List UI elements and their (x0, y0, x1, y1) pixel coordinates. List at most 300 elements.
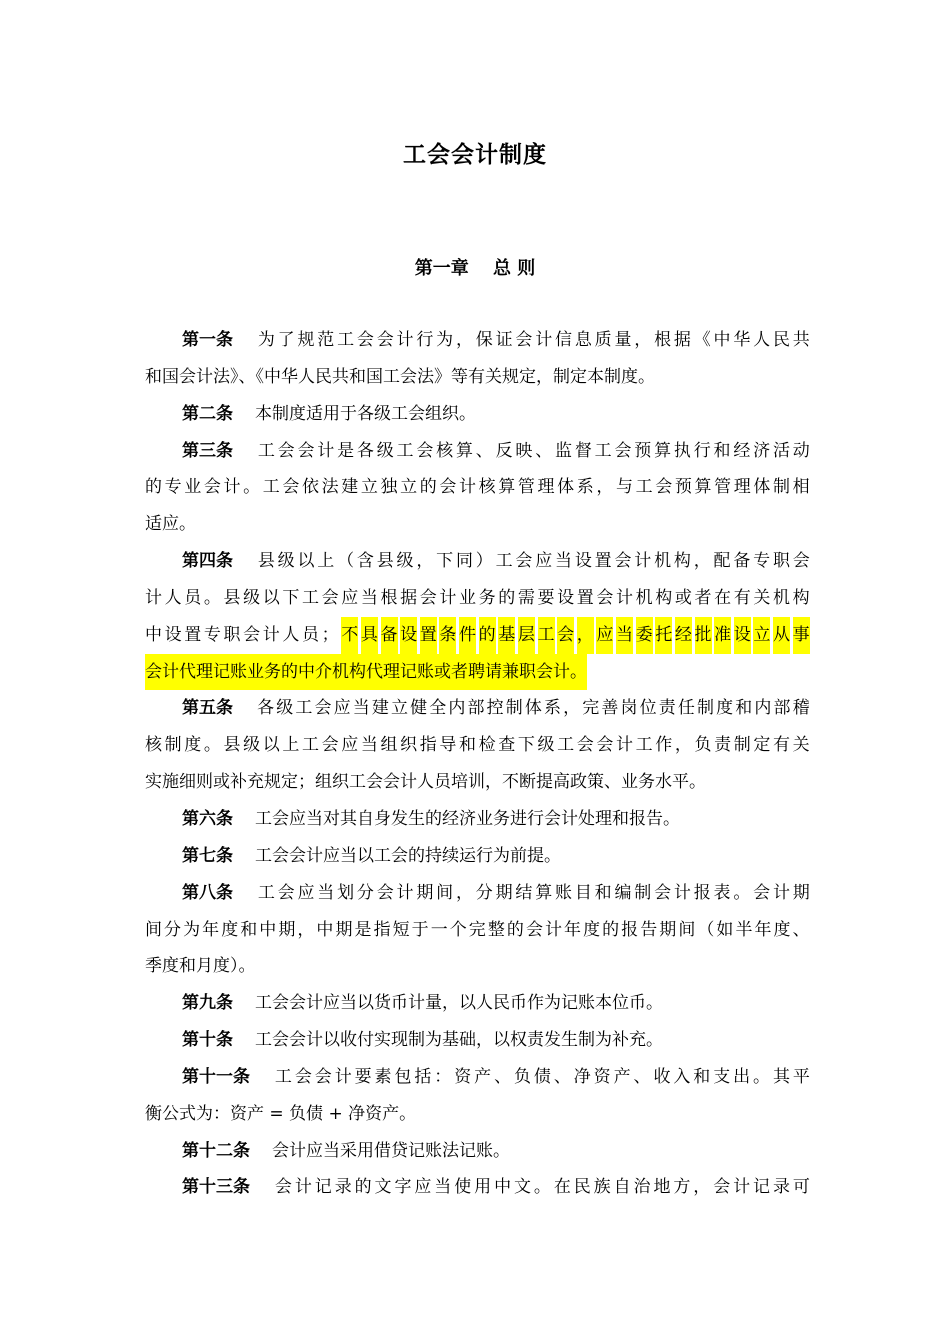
line-text-char: 务 (478, 587, 496, 608)
line-text-char: 会 (753, 882, 771, 903)
highlighted-text-char: 基 (498, 617, 515, 654)
line-text-char: 人 (282, 624, 300, 645)
line-text-char: 工 (262, 477, 280, 498)
line-text-char: 立 (400, 477, 418, 498)
line-text-char: 期 (792, 882, 810, 903)
line-text: 工会会计以收付实现制为基础，以权责发生制为补充。 (255, 1030, 663, 1051)
highlighted-text-char: 件 (459, 617, 476, 654)
line-text-char: 以 (297, 551, 315, 572)
line-text-char: 计 (396, 330, 414, 350)
line-text-char: （ (697, 919, 715, 940)
line-text-char: 应 (341, 587, 359, 608)
line-text-char: ， (693, 551, 711, 572)
line-text-char: 间 (145, 919, 162, 940)
line-text-char: 上 (317, 551, 335, 572)
line-text-char: 会 (321, 587, 339, 608)
line-text-char: 任 (677, 698, 695, 719)
line-text-char: 设 (164, 624, 182, 645)
line-text-char: 专 (753, 551, 771, 572)
line-text-char: 方 (673, 1177, 691, 1198)
line-text-char: 工 (337, 330, 355, 350)
line-text-char: 会 (297, 440, 315, 461)
line-text-char: 工 (295, 698, 313, 719)
highlighted-text: 会计代理记账业务的中介机构代理记账或者聘请兼职会计。 (145, 654, 587, 691)
line-text-char: 机 (773, 587, 790, 608)
line-text-char: 地 (653, 1177, 671, 1198)
line-text-char: 年 (202, 919, 220, 940)
line-text-char: 、 (494, 1066, 512, 1087)
line-text-char: 工 (396, 440, 414, 461)
line-text-char: 范 (317, 330, 335, 350)
line-text-char: ， (455, 882, 473, 903)
line-text-char: 当 (317, 882, 335, 903)
line-text: 工会会计应当以工会的持续运行为前提。 (255, 845, 561, 866)
line-text-char: 在 (714, 587, 732, 608)
line-text-char: 中 (145, 624, 162, 645)
line-text-char: 根 (654, 330, 672, 350)
line-text-char: 职 (772, 551, 790, 572)
line-text-char: 族 (593, 1177, 611, 1198)
line-text-char: 计 (673, 882, 691, 903)
line-text-char: 计 (145, 587, 162, 608)
line-text-char: 个 (449, 919, 467, 940)
line-text-char: 的 (602, 919, 620, 940)
line-text-char: 动 (792, 440, 810, 461)
highlighted-text-char: 设 (400, 617, 417, 654)
line-text-char: 计 (262, 624, 280, 645)
article-label: 第九条 (182, 993, 233, 1014)
text-line (145, 948, 810, 985)
text-line (145, 875, 810, 912)
line-text-char: 负 (513, 1066, 531, 1087)
line-text-char: 。 (733, 882, 751, 903)
line-text-char: 资 (454, 1066, 472, 1087)
line-text-char: 要 (354, 1066, 372, 1087)
line-text-char: 制 (164, 735, 182, 756)
line-text-char: 和 (594, 882, 612, 903)
line-text-char: 定 (753, 735, 771, 756)
line-text-char: 会 (515, 551, 533, 572)
highlighted-text-char: 层 (518, 617, 535, 654)
text-line (145, 1096, 810, 1133)
line-text-char: 民 (573, 1177, 591, 1198)
highlighted-text-char: 设 (734, 617, 751, 654)
line-text-char: 会 (596, 587, 614, 608)
article-label: 第二条 (182, 403, 233, 424)
line-text-char: 稽 (792, 698, 810, 719)
line-text-char: 制 (773, 477, 790, 498)
line-text-char: 保 (475, 330, 493, 350)
line-text-char: 人 (753, 330, 771, 350)
text-line (145, 1169, 810, 1206)
line-text-char: 录 (772, 1177, 790, 1198)
line-text-char: ， (596, 477, 614, 498)
line-text-char: 表 (713, 882, 731, 903)
line-text-char: 共 (792, 330, 810, 350)
line-text-char: 与 (616, 477, 633, 498)
line-text-char: 和 (459, 735, 476, 756)
line-text-char: 核 (478, 477, 496, 498)
line-text-char: 计 (616, 735, 633, 756)
line-text-char: 计 (535, 330, 553, 350)
line-text-char: 下 (436, 551, 454, 572)
line-text-char: 含 (356, 551, 374, 572)
line-text-char: 入 (673, 1066, 691, 1087)
line-text-char: 规 (297, 330, 315, 350)
line-text-char: 制 (733, 735, 751, 756)
line-text-char: 告 (640, 919, 658, 940)
line-text-char: 管 (714, 477, 732, 498)
line-text-char: （ (337, 551, 355, 572)
line-text-char: 间 (678, 919, 696, 940)
text-line (145, 764, 810, 801)
line-text-char: 当 (360, 735, 378, 756)
line-text-char: 根 (380, 587, 398, 608)
line-text-char: 完 (582, 698, 600, 719)
line-text-char: 会 (576, 735, 594, 756)
line-text-char: ， (674, 735, 692, 756)
line-text-char: 质 (594, 330, 612, 350)
article-label: 第十条 (182, 1030, 233, 1051)
text-line (145, 506, 810, 543)
line-text-char: 和 (693, 1066, 711, 1087)
line-text-char: 工 (257, 440, 275, 461)
line-text-char: 计 (634, 551, 652, 572)
line-text-char: 会 (321, 735, 339, 756)
line-text-char: 以 (262, 735, 280, 756)
text-line (145, 727, 810, 764)
line-text-char: 需 (517, 587, 535, 608)
line-text-char: 分 (356, 882, 374, 903)
line-text-char: 分 (475, 882, 493, 903)
text-line (145, 543, 810, 580)
line-text-char: 年 (754, 919, 772, 940)
line-text-char: 会 (596, 735, 614, 756)
line-text-char: 制 (697, 698, 714, 719)
line-text-char: 有 (733, 587, 751, 608)
highlighted-text-char: 置 (420, 617, 437, 654)
line-text-char: 应 (333, 698, 351, 719)
line-text-char: 中 (494, 1177, 512, 1198)
line-text-char: 和 (713, 440, 731, 461)
line-text-char: 会 (294, 1066, 312, 1087)
line-text-char: 执 (673, 440, 691, 461)
line-text: 工会应当对其自身发生的经济业务进行会计处理和报告。 (255, 808, 680, 829)
highlighted-text-char: 不 (341, 617, 358, 654)
line-text-char: 报 (693, 882, 711, 903)
line-text-char: 行 (416, 330, 434, 350)
line-text-char: 在 (553, 1177, 571, 1198)
line-text-char: 会 (614, 551, 632, 572)
line-text-char: 中 (713, 330, 731, 350)
line-text-char: 当 (555, 551, 572, 572)
line-text-char: 使 (454, 1177, 472, 1198)
line-text-char: 可 (792, 1177, 810, 1198)
line-text-char: 立 (360, 477, 378, 498)
line-text-char: 设 (574, 551, 592, 572)
line-text-char: 制 (505, 698, 523, 719)
line-text-char: 短 (392, 919, 410, 940)
line-text-char: 当 (360, 587, 378, 608)
text-line (145, 985, 810, 1022)
line-text-char: 文 (374, 1177, 392, 1198)
line-text-char: 期 (278, 919, 296, 940)
text-line (145, 322, 810, 359)
line-text-char: 经 (733, 440, 751, 461)
line-text-char: 产 (474, 1066, 492, 1087)
line-text-char: 的 (498, 587, 516, 608)
line-text-char: 配 (713, 551, 731, 572)
line-text-char: 记 (753, 1177, 771, 1198)
highlighted-text-char: 工 (538, 617, 555, 654)
line-text-char: 法 (321, 477, 339, 498)
text-line (145, 801, 810, 838)
line-text-char: 、 (535, 440, 553, 461)
line-text-char: 上 (282, 735, 300, 756)
highlighted-text-char: 批 (695, 617, 712, 654)
line-text-char: 会 (713, 1177, 731, 1198)
line-text-char: ： (434, 1066, 452, 1087)
line-text-char: 了 (277, 330, 295, 350)
line-text-char: 应 (297, 882, 315, 903)
line-text-char: 期 (335, 919, 353, 940)
line-text-char: 会 (277, 882, 295, 903)
line-text-char: 信 (555, 330, 572, 350)
line-text-char: 一 (430, 919, 448, 940)
line-text-char: 相 (792, 477, 810, 498)
line-text-char: 反 (495, 440, 513, 461)
line-text-char: 度 (773, 919, 791, 940)
line-text-char: 会 (654, 882, 672, 903)
line-text-char: 会 (655, 477, 673, 498)
line-text-char: 行 (693, 440, 711, 461)
line-text-char: 整 (487, 919, 505, 940)
line-text-char: 责 (714, 735, 732, 756)
line-text-char: 治 (633, 1177, 651, 1198)
highlighted-text-char: 会 (557, 617, 574, 654)
article-label: 第五条 (182, 698, 233, 719)
line-text-char: 各 (257, 698, 275, 719)
line-text-char: 核 (145, 735, 162, 756)
line-text-char: 息 (574, 330, 592, 350)
line-text-char: 的 (145, 477, 162, 498)
line-text-char: 度 (221, 919, 239, 940)
line-text-char: ， (634, 330, 652, 350)
line-text-char: 县 (257, 551, 275, 572)
line-text-char: 级 (376, 440, 394, 461)
line-text-char: 记 (314, 1177, 332, 1198)
line-text-char: 。 (203, 735, 221, 756)
line-text-char: 华 (733, 330, 751, 350)
line-text-char: ， (416, 551, 434, 572)
line-text-char: 指 (419, 735, 437, 756)
line-text-char: 据 (400, 587, 418, 608)
text-line (145, 1133, 810, 1170)
line-text-char: 内 (448, 698, 466, 719)
article-label: 第一条 (182, 330, 233, 350)
line-text-char: 业 (459, 587, 476, 608)
article-label: 第十一条 (182, 1066, 250, 1087)
article-label: 第三条 (182, 440, 233, 461)
article-label: 第七条 (182, 845, 233, 866)
chapter-title: 第一章 总 则 (414, 258, 536, 279)
line-text-char: 会 (439, 477, 457, 498)
highlighted-text-char: 的 (479, 617, 496, 654)
line-text-char: 文 (513, 1177, 531, 1198)
line-text-char: 债 (533, 1066, 551, 1087)
line-text-char: 当 (434, 1177, 452, 1198)
line-text-char: 是 (337, 440, 355, 461)
line-text-char: 查 (498, 735, 516, 756)
line-text-char: 会 (515, 330, 533, 350)
line-text-char: 岗 (620, 698, 638, 719)
line-text-char: 自 (613, 1177, 631, 1198)
line-text-char: 建 (341, 477, 359, 498)
line-text-char: 年 (564, 919, 582, 940)
line-text-char: 立 (391, 698, 408, 719)
line-text-char: 会 (416, 440, 434, 461)
line-text-char: 全 (429, 698, 447, 719)
line-text-char: 工 (302, 735, 319, 756)
line-text-char: 理 (733, 477, 751, 498)
highlighted-text-char: 托 (655, 617, 672, 654)
line-text-char: 包 (394, 1066, 412, 1087)
highlighted-text-char: 条 (439, 617, 456, 654)
line-text-char: 下 (282, 587, 300, 608)
line-text-char: 、 (633, 1066, 651, 1087)
highlighted-text-char: 准 (714, 617, 731, 654)
line-text-char: 内 (754, 698, 772, 719)
line-text-char: ， (693, 1177, 711, 1198)
line-text-char: 专 (164, 477, 182, 498)
line-text-char: 建 (371, 698, 389, 719)
line-text-char: 理 (537, 477, 555, 498)
line-text-char: 素 (374, 1066, 392, 1087)
text-line (145, 1059, 810, 1096)
line-text-char: 净 (573, 1066, 591, 1087)
line-text: 实施细则或补充规定；组织工会会计人员培训，不断提高政策、业务水平。 (145, 772, 706, 793)
line-text-char: 的 (506, 919, 524, 940)
line-text-char: 下 (517, 735, 535, 756)
line-text-char: 会 (314, 1066, 332, 1087)
line-text-char: 机 (654, 551, 672, 572)
line-text-char: 报 (621, 919, 639, 940)
line-text-char: 织 (400, 735, 418, 756)
line-text-char: 。 (533, 1177, 551, 1198)
line-text-char: 录 (334, 1177, 352, 1198)
line-text-char: 度 (716, 698, 734, 719)
line-text-char: 工 (635, 477, 653, 498)
line-text-char: 管 (517, 477, 535, 498)
line-text-char: 负 (694, 735, 712, 756)
line-text-char: 。 (203, 587, 221, 608)
text-line (145, 838, 810, 875)
line-text-char: 会 (282, 477, 300, 498)
line-text-char: 算 (535, 882, 553, 903)
line-text-char: 机 (635, 587, 653, 608)
line-text-char: 量 (614, 330, 632, 350)
line-text: 衡公式为：资产 = 负债 + 净资产。 (145, 1103, 417, 1124)
line-text-char: 计 (334, 1066, 352, 1087)
body-text (145, 322, 810, 1206)
line-text-char: 会 (277, 440, 295, 461)
line-text-char: ， (563, 698, 581, 719)
line-text-char: 活 (772, 440, 790, 461)
line-text-char: 会 (525, 919, 543, 940)
article-label: 第八条 (182, 882, 233, 903)
article-label: 第十二条 (182, 1140, 250, 1161)
line-text: 季度和月度）。 (145, 956, 256, 977)
text-line (145, 617, 810, 654)
line-text-char: 算 (455, 440, 473, 461)
line-text-char: 以 (262, 587, 280, 608)
text-line (145, 359, 810, 396)
line-text-char: 体 (753, 477, 771, 498)
highlighted-text-char: 从 (773, 617, 790, 654)
line-text-char: 级 (276, 698, 294, 719)
line-text-char: 构 (673, 551, 691, 572)
line-text-char: 会 (792, 551, 810, 572)
line-text-char: 期 (416, 882, 434, 903)
line-text-char: 中 (316, 919, 334, 940)
line-text-char: 依 (302, 477, 319, 498)
line-text: 工会会计应当以货币计量，以人民币作为记账本位币。 (255, 993, 663, 1014)
line-text-char: 计 (317, 440, 335, 461)
line-text: 本制度适用于各级工会组织。 (255, 403, 476, 424)
line-text-char: 工 (274, 1066, 292, 1087)
line-text-char: 级 (537, 735, 555, 756)
line-text-char: 预 (634, 440, 652, 461)
line-text-char: 间 (436, 882, 454, 903)
highlighted-text-char: 委 (636, 617, 653, 654)
line-text-char: 如 (716, 919, 734, 940)
line-text-char: 善 (601, 698, 619, 719)
line-text-char: 括 (414, 1066, 432, 1087)
line-text-char: 员 (302, 624, 319, 645)
line-text-char: 工 (557, 735, 575, 756)
line-text-char: 级 (277, 551, 295, 572)
line-text-char: 和 (735, 698, 753, 719)
line-text-char: 关 (753, 587, 771, 608)
line-text-char: 划 (337, 882, 355, 903)
line-text-char: 计 (223, 477, 241, 498)
text-line (145, 396, 810, 433)
text-line (145, 580, 810, 617)
line-text-char: 构 (792, 587, 810, 608)
line-text-char: 健 (410, 698, 428, 719)
line-text-char: 构 (655, 587, 673, 608)
line-text: 适应。 (145, 514, 196, 535)
line-text-char: 工 (594, 440, 612, 461)
line-text-char: 预 (674, 477, 692, 498)
line-text-char: 当 (352, 698, 370, 719)
line-text-char: 会 (356, 330, 374, 350)
line-text-char: 应 (341, 735, 359, 756)
line-text-char: 计 (733, 1177, 751, 1198)
line-text-char: 级 (396, 551, 414, 572)
line-text-char: 出 (733, 1066, 751, 1087)
line-text-char: 核 (436, 440, 454, 461)
line-text-char: 计 (772, 882, 790, 903)
line-text-char: 会 (376, 330, 394, 350)
text-line (145, 912, 810, 949)
line-text-char: 会 (274, 1177, 292, 1198)
line-text-char: 部 (773, 698, 791, 719)
line-text-char: 算 (654, 440, 672, 461)
line-text-char: 会 (419, 587, 437, 608)
line-text-char: 位 (639, 698, 657, 719)
line-text-char: 要 (537, 587, 555, 608)
